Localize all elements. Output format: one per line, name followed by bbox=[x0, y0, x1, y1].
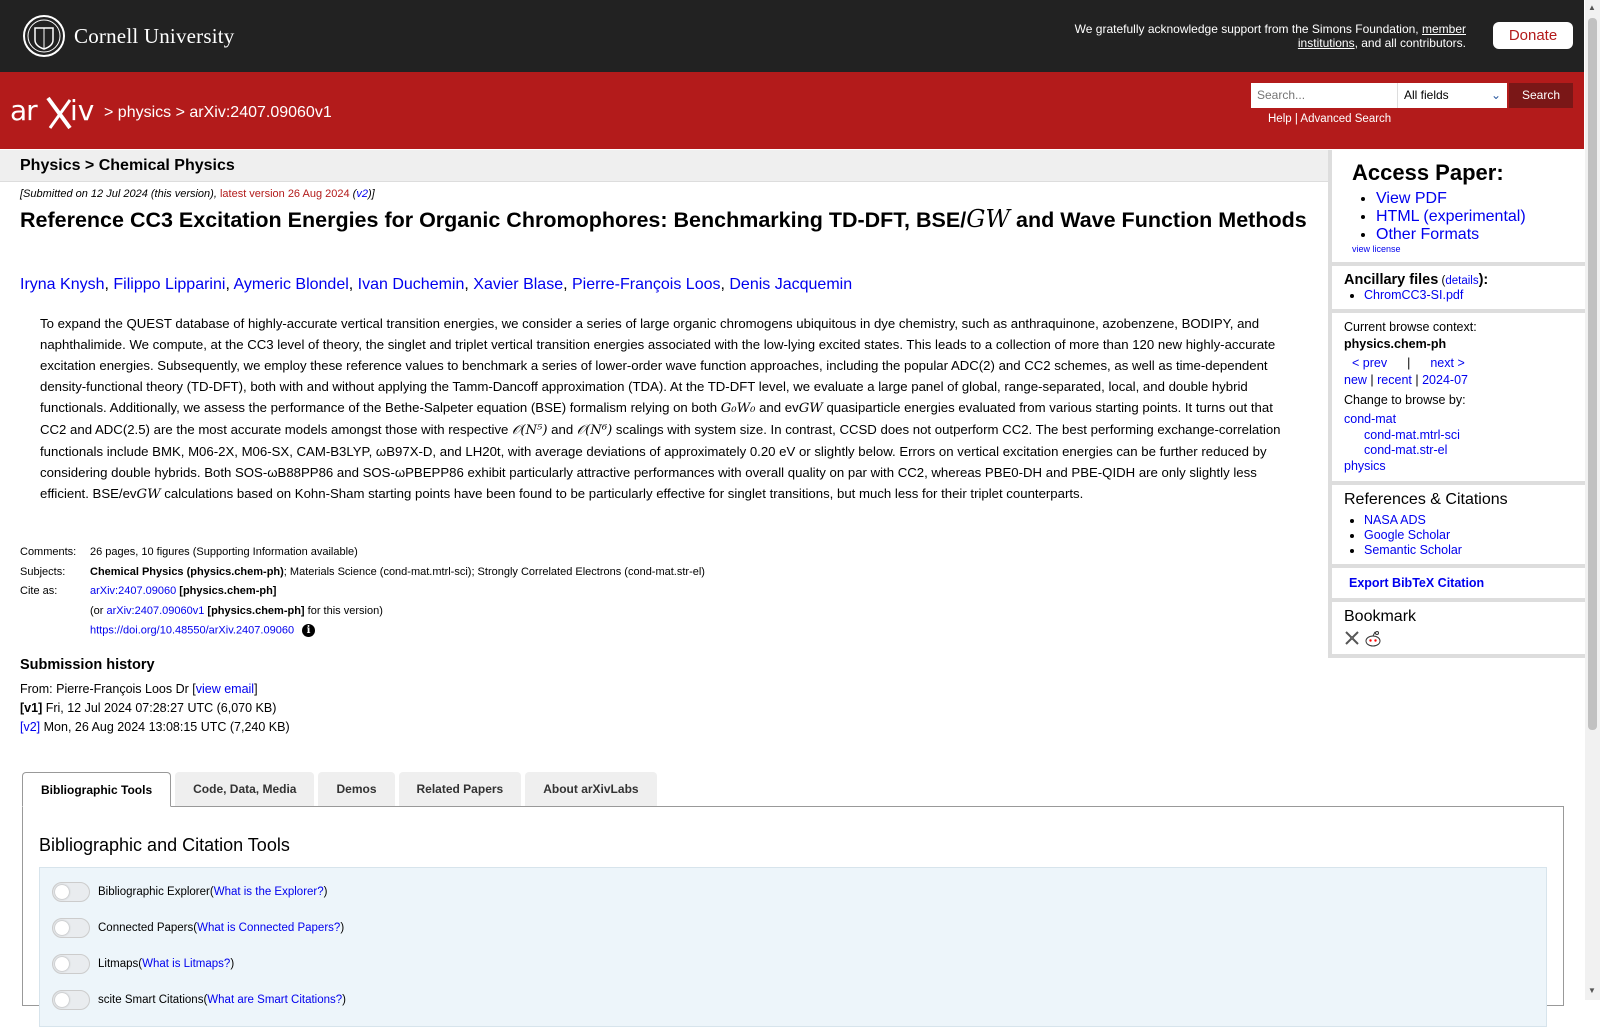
tab-bar bbox=[22, 772, 661, 807]
scrollbar-thumb[interactable] bbox=[1588, 18, 1597, 730]
author-separator: , bbox=[225, 276, 234, 293]
toggle-switch[interactable] bbox=[52, 990, 90, 1010]
paren-open: ( bbox=[1438, 275, 1446, 287]
other-subjects: ; Materials Science (cond-mat.mtrl-sci); Strongly Correlated Electrons (cond-mat.str-el) bbox=[283, 565, 705, 578]
author-link[interactable]: Iryna Knysh bbox=[20, 276, 105, 293]
browse-str-el[interactable]: cond-mat.str-el bbox=[1364, 443, 1448, 457]
ancillary-box bbox=[1328, 266, 1585, 313]
breadcrumb-separator: > bbox=[171, 104, 190, 121]
search-field-select[interactable] bbox=[1397, 83, 1507, 108]
browse-label: Current browse context: bbox=[1344, 320, 1477, 334]
tool-row bbox=[52, 954, 234, 974]
subject-bar bbox=[0, 150, 1328, 182]
cornell-logo[interactable] bbox=[22, 14, 235, 58]
browse-mtrl-sci[interactable]: cond-mat.mtrl-sci bbox=[1364, 428, 1460, 442]
references-title: References & Citations bbox=[1344, 491, 1508, 508]
reddit-icon[interactable] bbox=[1364, 630, 1382, 648]
browse-cond-mat[interactable]: cond-mat bbox=[1344, 412, 1397, 426]
bibsonomy-icon[interactable] bbox=[1344, 630, 1360, 646]
access-paper-title: Access Paper: bbox=[1352, 160, 1504, 185]
author-link[interactable]: Denis Jacquemin bbox=[729, 276, 853, 293]
tool-name: scite Smart Citations bbox=[98, 994, 204, 1006]
abstract-text: calculations based on Kohn-Sham starting points have been found to be particularly effective for singlet transitions, but much less for their triplet counterparts. bbox=[160, 486, 1084, 501]
breadcrumb-paper: arXiv:2407.09060v1 bbox=[189, 104, 332, 121]
university-name: Cornell University bbox=[74, 23, 235, 48]
bookmark-box bbox=[1328, 602, 1585, 658]
paren-open: ( bbox=[193, 922, 198, 934]
export-bibtex-link[interactable]: Export BibTeX Citation bbox=[1349, 576, 1485, 590]
submitted-prefix: [Submitted on 12 Jul 2024 (this version), bbox=[20, 188, 220, 200]
v2-link[interactable]: v2 bbox=[356, 188, 368, 200]
tab-demos[interactable]: Demos bbox=[318, 772, 394, 806]
abstract-text: quasiparticle energies evaluated from various starting points. It turns out that CC2 and ADC(2.5) are the most accurate models amongst those with respective bbox=[40, 400, 1273, 437]
author-separator: , bbox=[720, 276, 730, 293]
breadcrumb bbox=[104, 104, 332, 122]
latest-version-link[interactable]: latest version 26 Aug 2024 bbox=[219, 188, 350, 200]
title-suffix: and Wave Function Methods bbox=[1010, 208, 1307, 232]
paren-close: ) bbox=[340, 922, 345, 934]
abstract-math: GW bbox=[136, 487, 161, 502]
submitted-suffix: )] bbox=[367, 188, 375, 200]
author-link[interactable]: Aymeric Blondel bbox=[233, 276, 349, 293]
scroll-up-icon[interactable]: ▲ bbox=[1588, 3, 1596, 12]
support-suffix: , and all contributors. bbox=[1354, 36, 1466, 50]
subjects-label: Subjects: bbox=[20, 565, 66, 578]
breadcrumb-separator: > bbox=[104, 104, 118, 121]
arxiv-header bbox=[0, 72, 1584, 149]
view-license-link[interactable]: view license bbox=[1352, 244, 1401, 254]
references-box bbox=[1328, 485, 1585, 568]
prev-link[interactable]: < prev bbox=[1352, 356, 1388, 370]
help-separator: | bbox=[1291, 113, 1301, 125]
paren-close: ): bbox=[1478, 272, 1489, 288]
history-v2 bbox=[20, 718, 290, 737]
panel-title: Bibliographic and Citation Tools bbox=[39, 835, 290, 855]
or-prefix: (or bbox=[90, 604, 107, 617]
cite-label: Cite as: bbox=[20, 585, 58, 597]
submission-history-title: Submission history bbox=[20, 657, 155, 673]
search-input[interactable] bbox=[1251, 83, 1397, 108]
version-cite-link[interactable]: arXiv:2407.09060v1 bbox=[106, 604, 205, 617]
v1-text: Fri, 12 Jul 2024 07:28:27 UTC (6,070 KB) bbox=[42, 701, 277, 715]
submission-dateline bbox=[20, 188, 375, 200]
paren-open: ( bbox=[349, 188, 357, 200]
author-separator: , bbox=[464, 276, 474, 293]
chevron-down-icon: ⌄ bbox=[1490, 88, 1501, 102]
member-institutions-link[interactable]: member institutions bbox=[1297, 22, 1466, 50]
title-prefix: Reference CC3 Excitation Energies for Organic Chromophores: Benchmarking TD-DFT, BSE/ bbox=[20, 208, 967, 232]
nasa-ads-link[interactable]: NASA ADS bbox=[1364, 513, 1426, 527]
comments-value: 26 pages, 10 figures (Supporting Information available) bbox=[90, 546, 358, 558]
month-link[interactable]: 2024-07 bbox=[1422, 373, 1468, 387]
link-separator: | bbox=[1411, 373, 1423, 387]
author-link[interactable]: Xavier Blase bbox=[473, 276, 564, 293]
recent-link[interactable]: recent bbox=[1377, 373, 1412, 387]
author-separator: , bbox=[348, 276, 358, 293]
browse-context: physics.chem-ph bbox=[1344, 337, 1447, 351]
browse-box bbox=[1328, 313, 1585, 485]
tool-row bbox=[52, 990, 346, 1010]
abstract-math: GW bbox=[798, 401, 823, 416]
toggle-switch[interactable] bbox=[52, 882, 90, 902]
abstract-text: and ev bbox=[755, 400, 799, 415]
tool-info-link[interactable]: What is Litmaps? bbox=[142, 958, 231, 970]
paren-close: ) bbox=[323, 886, 328, 898]
from-prefix: From: Pierre-François Loos Dr [ bbox=[20, 682, 196, 696]
history-from bbox=[20, 680, 290, 699]
tools-list bbox=[39, 867, 1547, 1027]
tool-name: Connected Papers bbox=[98, 922, 194, 934]
access-paper-box bbox=[1328, 150, 1585, 266]
help-links bbox=[1268, 113, 1391, 125]
tab-about-arxivlabs[interactable]: About arXivLabs bbox=[525, 772, 656, 806]
paren-close: ) bbox=[230, 958, 235, 970]
toggle-switch[interactable] bbox=[52, 918, 90, 938]
tool-name: Bibliographic Explorer bbox=[98, 886, 210, 898]
abstract-math: 𝒪(N⁵) bbox=[512, 423, 548, 438]
abstract-math: G₀W₀ bbox=[720, 401, 756, 416]
author-link[interactable]: Pierre-François Loos bbox=[571, 276, 721, 293]
tab-bibliographic-tools[interactable]: Bibliographic Tools bbox=[22, 772, 171, 807]
abstract-text: scalings with system size. In contrast, CCSD does not outperform CC2. The best performing exchange-correlation functionals include BMK, M06-2X, M06-SX, CAM-B3LYP, ωB97X-D, and LH20t, with average deviations of approximately 0.20 eV or slightly below. Errors on vertical excitation energies can be further reduced by considering double hybrids. Both SOS-ωB88PP86 and SOS-ωPBEPP86 exhibit particularly attractive performances with overall quality on par with CC2, whereas PBE0-DH and PBE-QIDH are only slightly less efficient. BSE/ev bbox=[40, 422, 1281, 501]
info-icon[interactable]: i bbox=[302, 624, 315, 637]
tab-related-papers[interactable]: Related Papers bbox=[399, 772, 522, 806]
next-link[interactable]: next > bbox=[1430, 356, 1465, 370]
search-field-value: All fields bbox=[1404, 88, 1449, 102]
history-v1 bbox=[20, 699, 290, 718]
support-text: We gratefully acknowledge support from the Simons Foundation, bbox=[1074, 22, 1419, 36]
tool-row bbox=[52, 918, 344, 938]
comments-row bbox=[20, 546, 705, 566]
ancillary-title: Ancillary files bbox=[1344, 272, 1439, 288]
doi-row bbox=[20, 624, 705, 644]
cornell-seal-icon bbox=[22, 14, 66, 58]
tab-panel bbox=[22, 806, 1564, 1006]
paren-open: ( bbox=[209, 886, 214, 898]
tool-info-link[interactable]: What is the Explorer? bbox=[213, 886, 324, 898]
svg-text:iv: iv bbox=[70, 94, 95, 127]
bookmark-title: Bookmark bbox=[1344, 608, 1417, 625]
tool-name: Litmaps bbox=[98, 958, 139, 970]
title-math: GW bbox=[966, 205, 1011, 233]
html-link[interactable]: HTML (experimental) bbox=[1376, 208, 1526, 225]
search-button[interactable]: Search bbox=[1509, 83, 1573, 108]
support-notice bbox=[1046, 22, 1466, 50]
v1-label: [v1] bbox=[20, 701, 43, 715]
tool-info-link[interactable]: What is Connected Papers? bbox=[197, 922, 341, 934]
donate-button[interactable]: Donate bbox=[1493, 22, 1573, 49]
help-link[interactable]: Help bbox=[1268, 113, 1292, 125]
author-separator: , bbox=[563, 276, 572, 293]
or-suffix: for this version) bbox=[304, 604, 383, 617]
new-link[interactable]: new bbox=[1344, 373, 1367, 387]
prev-next-separator: | bbox=[1407, 356, 1411, 370]
browse-physics[interactable]: physics bbox=[1344, 459, 1386, 473]
top-bar bbox=[0, 0, 1584, 72]
change-browse-label: Change to browse by: bbox=[1344, 393, 1466, 407]
v2-history-link[interactable]: [v2] bbox=[20, 720, 41, 734]
view-pdf-link[interactable]: View PDF bbox=[1376, 190, 1447, 207]
view-email-link[interactable]: view email bbox=[195, 682, 255, 696]
tool-row bbox=[52, 882, 328, 902]
metadata-table bbox=[20, 546, 705, 644]
other-formats-link[interactable]: Other Formats bbox=[1376, 226, 1480, 243]
cite-link[interactable]: arXiv:2407.09060 bbox=[90, 585, 177, 597]
ancillary-file-link[interactable]: ChromCC3-SI.pdf bbox=[1364, 288, 1464, 302]
cite-row bbox=[20, 585, 705, 605]
version-cite-category: [physics.chem-ph] bbox=[204, 604, 305, 617]
author-link[interactable]: Filippo Lipparini bbox=[113, 276, 226, 293]
v2-text: Mon, 26 Aug 2024 13:08:15 UTC (7,240 KB) bbox=[40, 720, 290, 734]
abstract-text: and bbox=[547, 422, 577, 437]
link-separator: | bbox=[1366, 373, 1378, 387]
author-link[interactable]: Ivan Duchemin bbox=[357, 276, 465, 293]
author-list bbox=[20, 276, 852, 294]
google-scholar-link[interactable]: Google Scholar bbox=[1364, 528, 1451, 542]
svg-text:ar: ar bbox=[10, 94, 37, 127]
author-separator: , bbox=[104, 276, 114, 293]
ancillary-details-link[interactable]: details bbox=[1445, 275, 1479, 287]
comments-label: Comments: bbox=[20, 546, 77, 558]
export-box bbox=[1328, 568, 1585, 602]
abstract-text: To expand the QUEST database of highly-accurate vertical transition energies, we consider a series of large organic chromogens ubiquitous in dye chemistry, such as anthraquinone, azobenzene, BODIPY, and naphthalimide. We compute, at the CC3 level of theory, the singlet and triplet vertical transition energies associated with the low-lying excited states. This leads to a collection of more than 120 new highly-accurate excitation energies. Subsequently, we employ these reference values to benchmark a series of lower-order wave function approaches, including the popular ADC(2) and CC2 schemes, as well as time-dependent density-functional theory (TD-DFT), both with and without applying the Tamm-Dancoff approximation (TDA). At the TD-DFT level, we evaluate a large panel of global, range-separated, local, and double hybrid functionals. Additionally, we assess the performance of the Bethe-Salpeter equation (BSE) formalism relying on both bbox=[40, 316, 1276, 415]
abstract bbox=[40, 313, 1290, 505]
version-cite-row bbox=[20, 605, 705, 625]
cite-category: [physics.chem-ph] bbox=[176, 585, 277, 597]
access-links bbox=[1344, 190, 1571, 244]
paren-open: ( bbox=[138, 958, 143, 970]
scroll-down-icon[interactable]: ▼ bbox=[1588, 986, 1596, 995]
subjects-row bbox=[20, 566, 705, 586]
semantic-scholar-link[interactable]: Semantic Scholar bbox=[1364, 543, 1462, 557]
paren-open: ( bbox=[203, 994, 208, 1006]
primary-subject: Chemical Physics (physics.chem-ph) bbox=[90, 565, 284, 578]
tool-info-link[interactable]: What are Smart Citations? bbox=[207, 994, 343, 1006]
paper-title bbox=[20, 205, 1325, 234]
from-suffix: ] bbox=[254, 682, 258, 696]
scrollbar[interactable] bbox=[1585, 0, 1600, 1000]
breadcrumb-category[interactable]: physics bbox=[117, 104, 172, 121]
submission-history bbox=[20, 680, 290, 737]
tab-code-data-media[interactable]: Code, Data, Media bbox=[175, 772, 314, 806]
advanced-search-link[interactable]: Advanced Search bbox=[1300, 113, 1392, 125]
doi-link[interactable]: https://doi.org/10.48550/arXiv.2407.09060 bbox=[90, 624, 295, 637]
arxiv-logo-icon[interactable] bbox=[10, 92, 100, 132]
subject-heading: Physics > Chemical Physics bbox=[20, 157, 235, 174]
abstract-math: 𝒪(N⁶) bbox=[576, 423, 613, 438]
toggle-switch[interactable] bbox=[52, 954, 90, 974]
paren-close: ) bbox=[342, 994, 346, 1006]
sidebar bbox=[1328, 150, 1585, 658]
